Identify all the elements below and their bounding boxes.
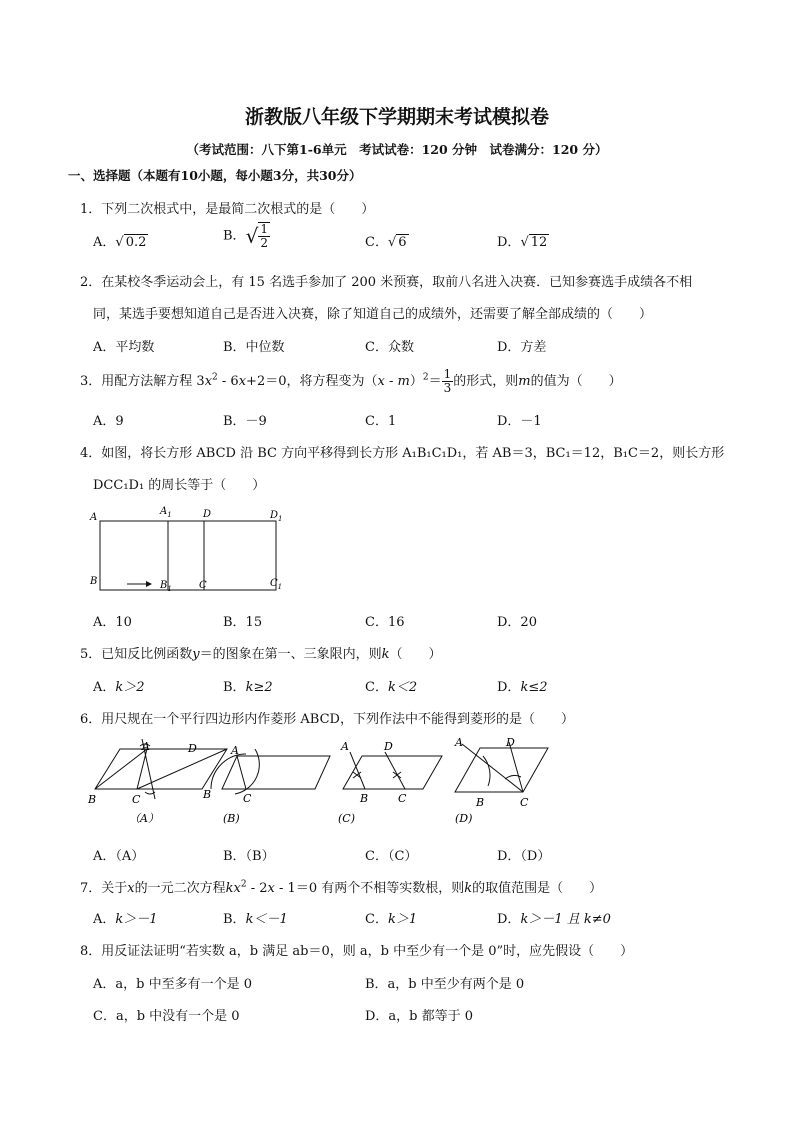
q6b-caption: (B) <box>223 812 240 825</box>
q6b-label-b: B <box>203 788 212 801</box>
q6a-label-d: D <box>188 742 197 755</box>
q6b-label-c: C <box>243 792 252 805</box>
q6a-label-a: A <box>142 740 150 753</box>
q6d-label-c: C <box>520 796 529 809</box>
q4-option-a: A．10 <box>93 615 132 630</box>
q6a-caption: （A） <box>129 812 159 825</box>
q8-option-d: D．a，b 都等于 0 <box>365 1009 474 1024</box>
q1-stem: 1．下列二次根式中，是最简二次根式的是（ ） <box>80 202 375 217</box>
q7-stem: 7．关于x的一元二次方程$kx^2 - 2x - 1=0$ 有两个不相等实数根，则k的取值范围是（ ） <box>80 879 603 896</box>
q6d-caption: (D) <box>455 812 473 825</box>
label-d: D <box>203 509 212 520</box>
q5-stem: 5．已知反比例函数y＝的图象在第一、三象限内，则k（ ） <box>80 647 442 662</box>
q7-option-a: A．k＞－1 <box>93 912 158 927</box>
exam-subtitle: （考试范围：八下第1-6单元 考试试卷：120 分钟 试卷满分：120 分） <box>186 142 608 157</box>
q1-option-c: C．√ 6 <box>365 235 407 250</box>
q6c-label-b: B <box>360 792 369 805</box>
arrow-head <box>146 581 152 587</box>
q8-option-b: B．a，b 中至少有两个是 0 <box>365 977 525 992</box>
q7-option-d: D．k＞－1 且 k≠0 <box>497 912 611 927</box>
q5-option-d: D．k≤2 <box>497 680 548 695</box>
label-c1: $C_1$ <box>270 578 283 591</box>
label-b: B <box>90 576 98 587</box>
q2-option-c: C．众数 <box>365 340 414 355</box>
q7-option-b: B．k＜－1 <box>223 912 288 927</box>
q6-figure-c <box>343 752 442 789</box>
q5-option-c: C．k＜2 <box>365 680 418 695</box>
q6-figure-b <box>211 749 330 794</box>
q7-option-c: C．k＞1 <box>365 912 418 927</box>
q6-figures <box>85 734 560 832</box>
q4-option-d: D．20 <box>497 615 537 630</box>
rect-outline <box>100 521 276 590</box>
q3-stem: 3．用配方法解方程 $3x^2 - 6x+2=0$，将方程变为（x - m）$^2$＝ $\frac{1}{3}$ 的形式，则m的值为（ ） <box>80 367 622 395</box>
q5-option-a: A．k＞2 <box>93 680 145 695</box>
q6d-label-a: A <box>455 736 463 749</box>
q4-option-b: B．15 <box>223 615 263 630</box>
q4-stem-line1: 4．如图，将长方形 ABCD 沿 BC 方向平移得到长方形 A₁B₁C₁D₁，若 AB＝3，BC₁＝12，B₁C＝2，则长方形 <box>80 446 725 461</box>
q2-stem-line2: 同，某选手要想知道自己是否进入决赛，除了知道自己的成绩外，还需要了解全部成绩的（ ） <box>93 307 653 322</box>
label-c: C <box>199 580 207 591</box>
page-title: 浙教版八年级下学期期末考试模拟卷 <box>244 106 549 128</box>
q6-option-b: B．（B） <box>223 849 275 864</box>
q3-option-b: B．－9 <box>223 414 267 429</box>
q1-option-b: B．√ $\frac{1}{2}$ <box>223 222 268 250</box>
label-a1: $A_1$ <box>160 506 172 519</box>
q6-stem: 6．用尺规在一个平行四边形内作菱形 ABCD，下列作法中不能得到菱形的是（ ） <box>80 712 574 727</box>
q6c-label-c: C <box>398 792 407 805</box>
q1-option-d: D．√ 12 <box>497 235 548 250</box>
q6d-label-d: D <box>506 736 515 749</box>
q3-option-c: C．1 <box>365 414 397 429</box>
q6d-label-b: B <box>476 796 485 809</box>
q2-option-d: D．方差 <box>497 340 547 355</box>
q8-option-a: A．a，b 中至多有一个是 0 <box>93 977 252 992</box>
q4-figure <box>80 500 300 600</box>
q6-option-d: D．（D） <box>497 849 551 864</box>
q6a-label-c: C <box>132 793 141 806</box>
q5-option-b: B．k≥2 <box>223 680 273 695</box>
q1-option-a: A．√ 0.2 <box>93 235 147 250</box>
label-b1: $B_1$ <box>160 580 172 593</box>
q6c-label-a: A <box>341 740 349 753</box>
q6-figure-d <box>455 742 548 792</box>
label-d1: $D_1$ <box>270 510 283 523</box>
q6-option-c: C．（C） <box>365 849 418 864</box>
q6c-caption: (C) <box>338 812 355 825</box>
q2-option-b: B．中位数 <box>223 340 285 355</box>
q2-stem-line1: 2．在某校冬季运动会上，有 15 名选手参加了 200 米预赛，取前八名进入决赛．已知参赛选手成绩各不相 <box>80 275 693 290</box>
q6b-label-a: A <box>231 744 239 757</box>
section-heading: 一、选择题（本题有10小题，每小题3分，共30分） <box>68 168 362 183</box>
q2-option-a: A．平均数 <box>93 340 155 355</box>
q8-option-c: C．a，b 中没有一个是 0 <box>93 1009 240 1024</box>
q4-option-c: C．16 <box>365 615 405 630</box>
q4-stem-line2: DCC₁D₁ 的周长等于（ ） <box>93 478 266 493</box>
q6a-label-b: B <box>88 793 97 806</box>
q6c-label-d: D <box>384 740 393 753</box>
q3-option-a: A．9 <box>93 414 124 429</box>
q8-stem: 8．用反证法证明“若实数 a，b 满足 ab＝0，则 a，b 中至少有一个是 0”时，应先假设（ ） <box>80 944 634 959</box>
q6-option-a: A．（A） <box>93 849 145 864</box>
label-a: A <box>90 512 98 523</box>
q3-option-d: D．－1 <box>497 414 542 429</box>
